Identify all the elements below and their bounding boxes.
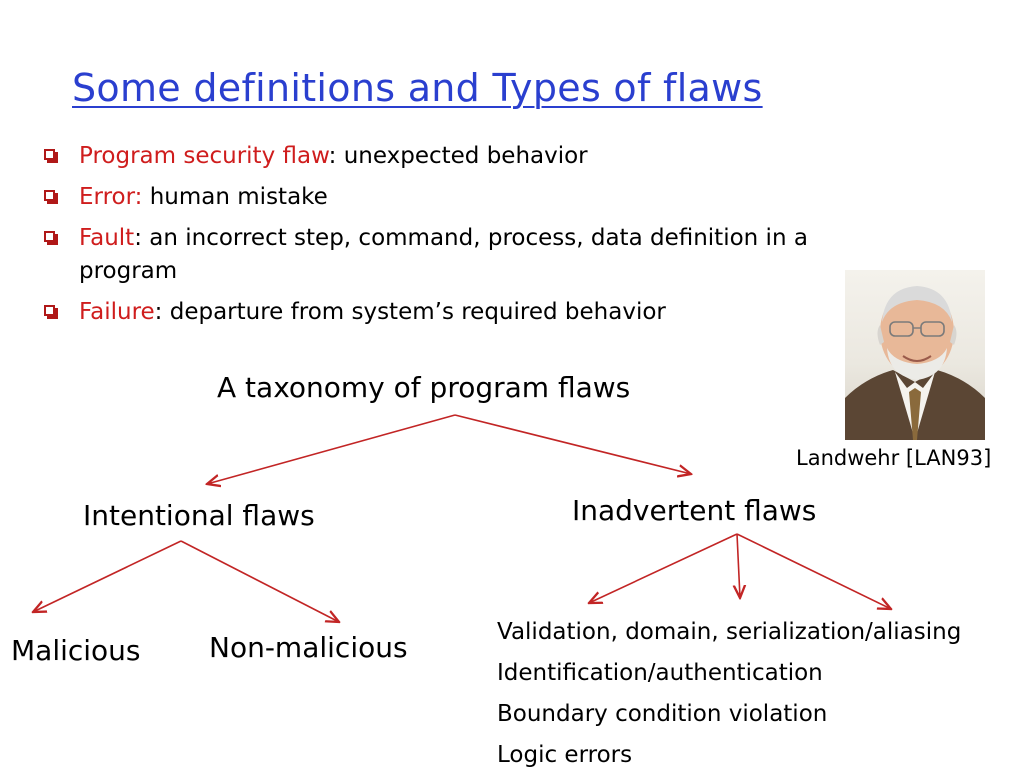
inadvertent-flaw-item: Identification/authentication: [497, 660, 823, 686]
definition-text: human mistake: [149, 184, 328, 210]
definition-text: unexpected behavior: [343, 143, 588, 169]
arrow-inadvertent-to-right: [737, 534, 891, 609]
inadvertent-flaw-item: Boundary condition violation: [497, 701, 828, 727]
slide-title: Some definitions and Types of flaws: [72, 66, 763, 110]
arrow-root-to-inadvertent: [455, 415, 691, 474]
intentional-flaws-label: Intentional flaws: [83, 499, 315, 532]
portrait-image: [845, 270, 985, 440]
definition-term: Error:: [79, 184, 143, 210]
arrow-inadvertent-to-center: [737, 534, 740, 598]
definition-separator: :: [328, 143, 344, 169]
definition-separator: :: [154, 299, 170, 325]
non-malicious-label: Non-malicious: [209, 631, 408, 664]
definition-term: Fault: [79, 225, 135, 251]
inadvertent-flaw-item: Validation, domain, serialization/aliasing: [497, 619, 962, 645]
inadvertent-flaws-label: Inadvertent flaws: [572, 494, 817, 527]
photo-caption: Landwehr [LAN93]: [796, 446, 992, 470]
definition-separator: :: [134, 225, 150, 251]
inadvertent-flaw-types: [497, 612, 961, 776]
arrow-intentional-to-malicious: [33, 541, 181, 612]
arrow-inadvertent-to-validation: [589, 534, 737, 603]
arrow-intentional-to-nonmalicious: [181, 541, 339, 622]
definition-term: Failure: [79, 299, 155, 325]
definition-text: an incorrect step, command, process, data definition in a program: [79, 225, 808, 284]
malicious-label: Malicious: [11, 634, 141, 667]
inadvertent-flaw-item: Logic errors: [497, 742, 633, 768]
arrow-root-to-intentional: [207, 415, 455, 484]
definition-term: Program security flaw: [79, 143, 329, 169]
taxonomy-root-label: A taxonomy of program flaws: [217, 371, 631, 404]
definition-text: departure from system’s required behavior: [169, 299, 666, 325]
landwehr-photo: [845, 270, 985, 440]
